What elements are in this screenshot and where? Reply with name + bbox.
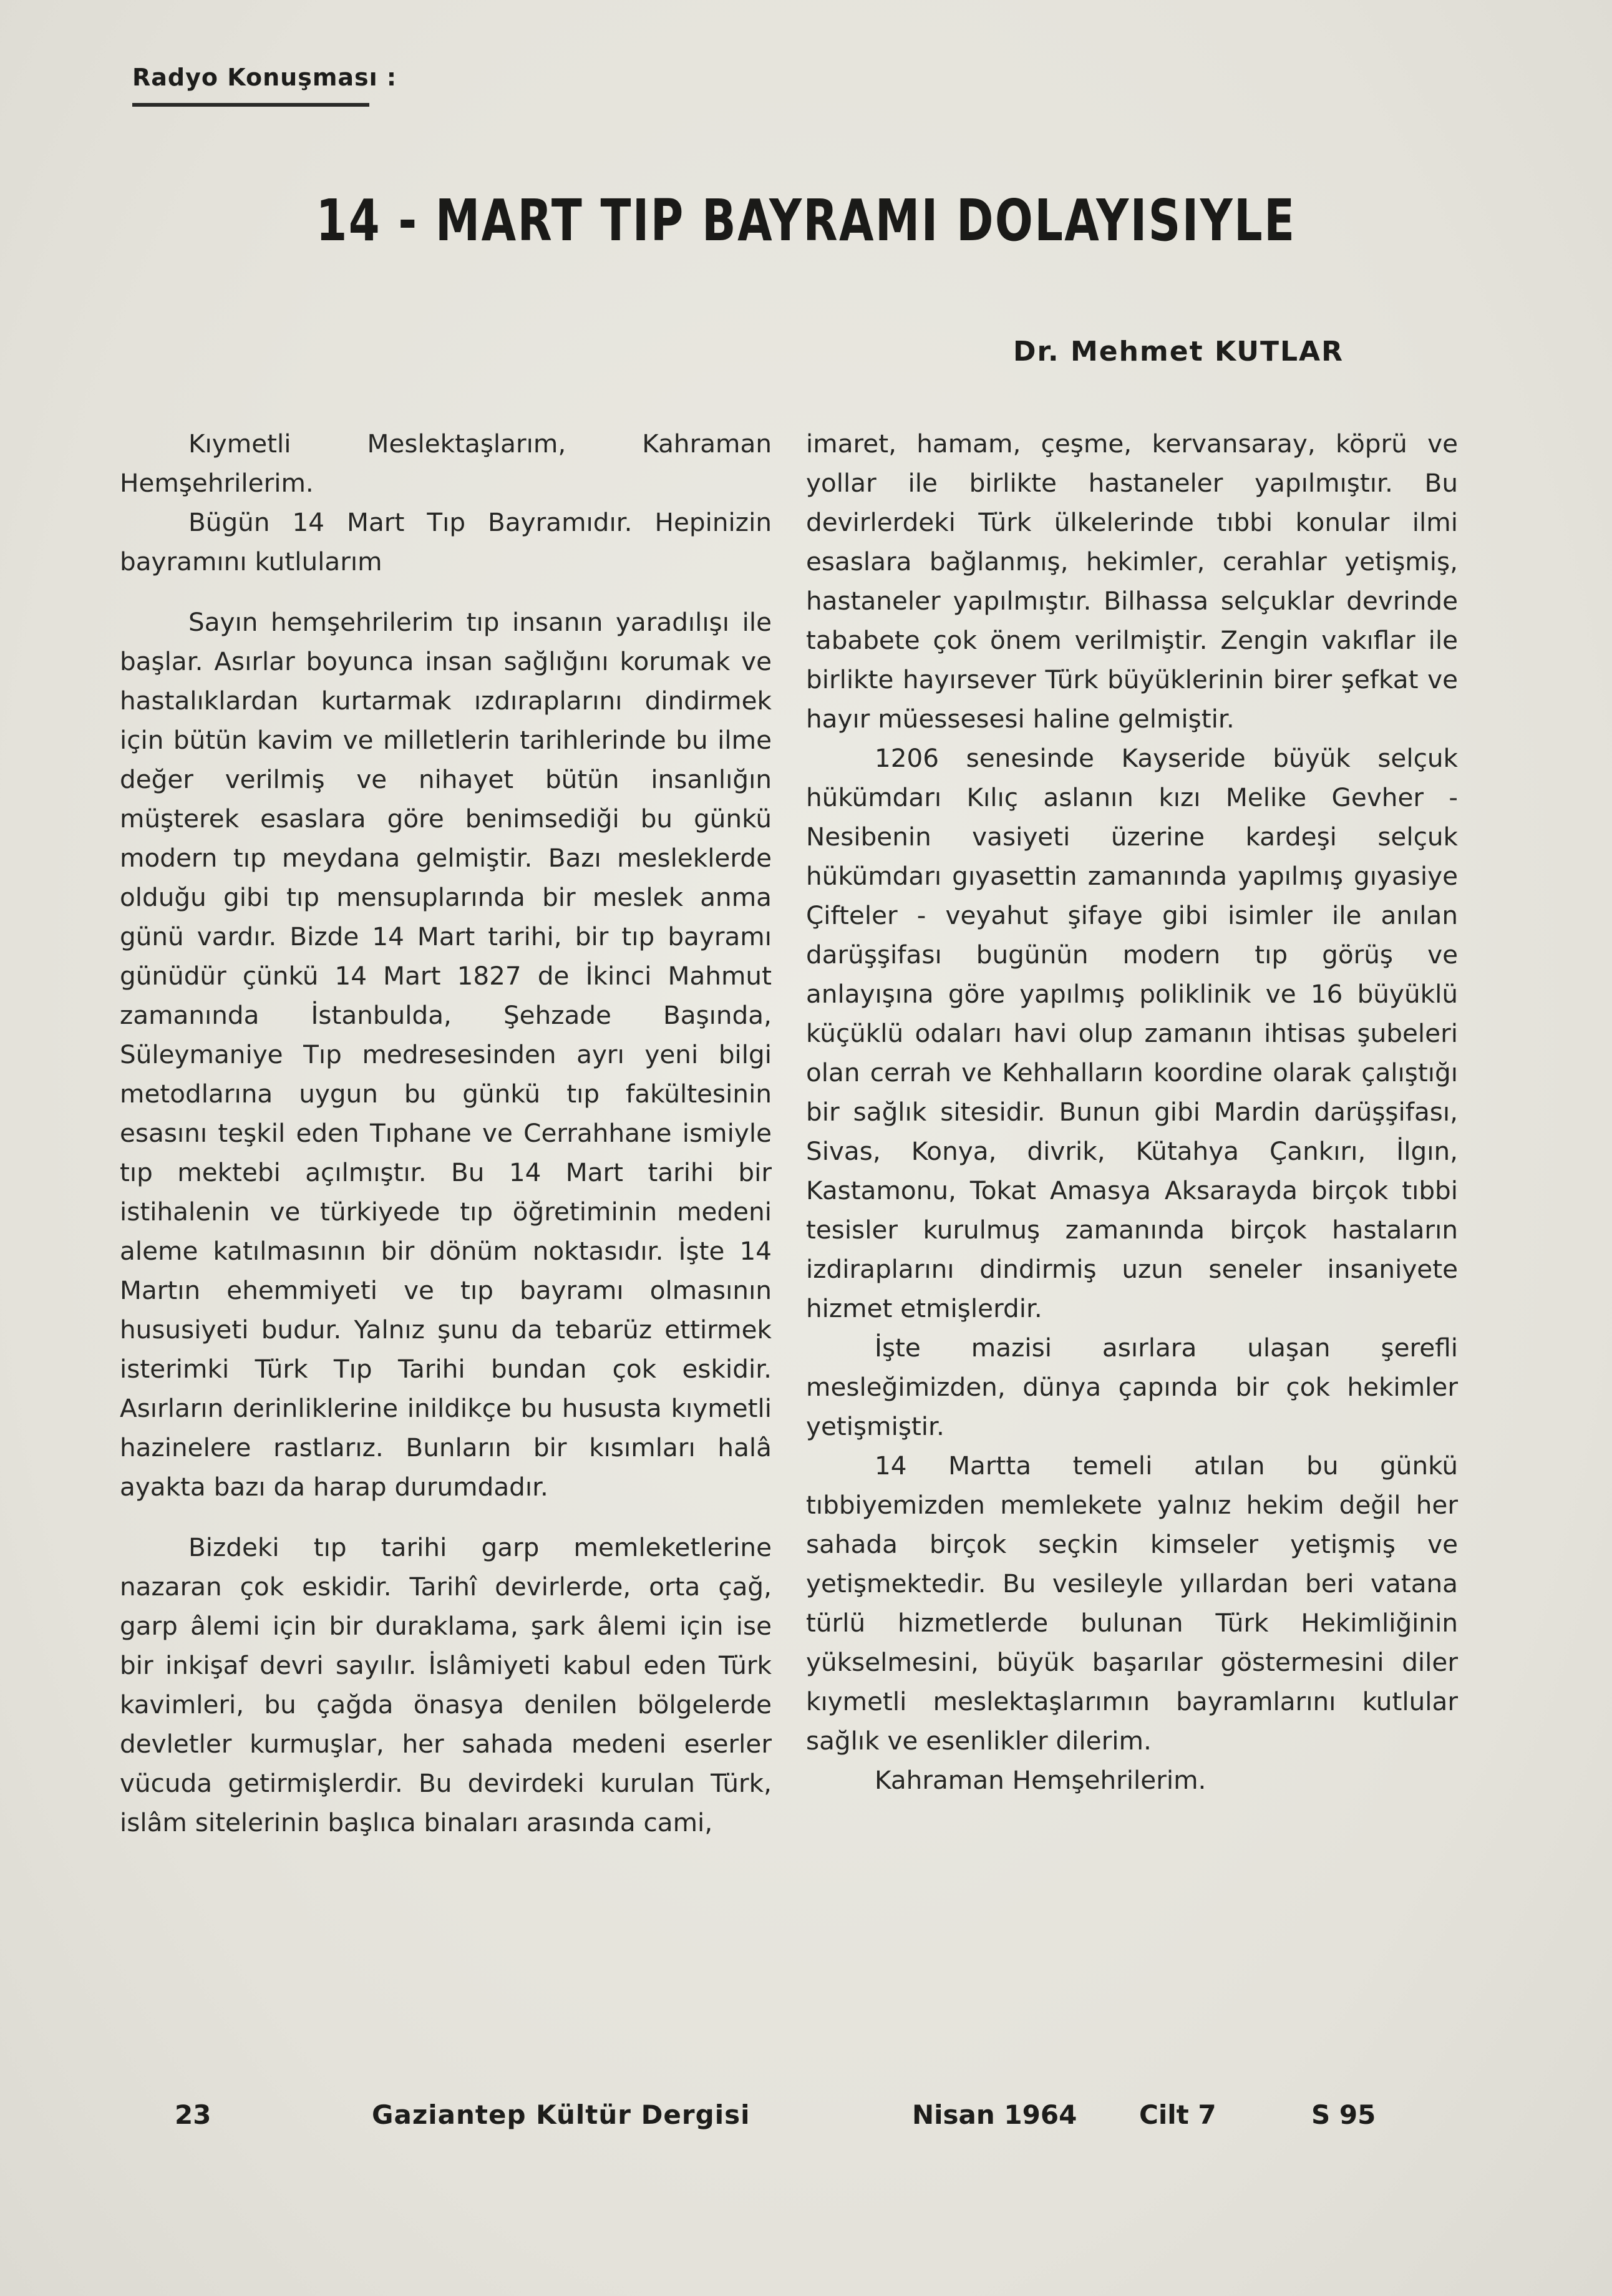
section-label: Radyo Konuşması : [132, 64, 397, 91]
paragraph-seljuk-hospitals: imaret, hamam, çeşme, kervansaray, köprü ve yollar ile birlikte hastaneler yapılmıştır. Bu devirlerdeki Türk ülkelerinde tıbbi konular ilmi esaslara bağlanmış, hekimler, cerahlar yetişmiş, hastaneler yapılmıştır. Bilhassa selçuklar devrinde tababete çok önem verilmiştir. Zengin vakıflar ile birlikte hayırsever Türk büyüklerinin birer şefkat ve hayır müessesesi haline gelmiştir. [806, 429, 1458, 734]
footer-issue: S 95 [1311, 2099, 1376, 2130]
left-column [120, 424, 772, 1842]
footer-page-number: 23 [175, 2099, 211, 2130]
article-author: Dr. Mehmet KUTLAR [1012, 336, 1344, 367]
paragraph-profession: İşte mazisi asırlara ulaşan şerefli mesleğimizden, dünya çapında bir çok hekimler yetişmiştir. [806, 1333, 1458, 1441]
paragraph-ancient-medicine: Bizdeki tıp tarihi garp memleketlerine nazaran çok eskidir. Tarihî devirlerde, orta çağ, garp âlemi için bir duraklama, şark âlemi için ise bir inkişaf devri sayılır. İslâmiyeti kabul eden Türk kavimleri, bu çağda önasya denilen bölgelerde devletler kurmuşlar, her sahada medeni eserler vücuda getirmişlerdir. Bu devirdeki kurulan Türk, islâm sitelerinin başlıca binaları arasında cami, [120, 1532, 772, 1837]
article-title: 14 - MART TIP BAYRAMI DOLAYISIYLE [316, 187, 1296, 254]
paragraph-kayseri: 1206 senesinde Kayseride büyük selçuk hükümdarı Kılıç aslanın kızı Melike Gevher - Nesibenin vasiyeti üzerine kardeşi selçuk hükümdarı gıyasettin zamanında yapılmış gıyasiye Çifteler - veyahut şifaye gibi isimler ile anılan darüşşifası bugünün modern tıp görüş ve anlayışına göre yapılmış poliklinik ve 16 büyüklü küçüklü odaları havi olup zamanın ihtisas şubeleri olan cerrah ve Kehhalların koordine olarak çalıştığı bir sağlık sitesidir. Bunun gibi Mardin darüşşifası, Sivas, Konya, divrik, Kütahya Çankırı, İlgın, Kastamonu, Tokat Amasya Aksarayda birçok tıbbi tesisler kurulmuş zamanında birçok hastaların izdiraplarını dindirmiş uzun seneler insaniyete hizmet etmişlerdir. [806, 743, 1458, 1323]
footer-date: Nisan 1964 [912, 2099, 1077, 2130]
paragraph-greeting: Kıymetli Meslektaşlarım, Kahraman Hemşehrilerim. [120, 429, 772, 498]
footer-volume: Cilt 7 [1139, 2099, 1216, 2130]
paragraph-intro: Bügün 14 Mart Tıp Bayramıdır. Hepinizin bayramını kutlularım [120, 507, 772, 576]
section-label-underline [132, 103, 369, 107]
paragraph-history: Sayın hemşehrilerim tıp insanın yaradılışı ile başlar. Asırlar boyunca insan sağlığını korumak ve hastalıklardan kurtarmak ızdıraplarını dindirmek için bütün kavim ve milletlerin tarihlerinde bu ilme değer verilmiş ve nihayet bütün insanlığın müşterek esaslara göre benimsediği bu günkü modern tıp meydana gelmiştir. Bazı mesleklerde olduğu gibi tıp mensuplarında bir meslek anma günü vardır. Bizde 14 Mart tarihi, bir tıp bayramı günüdür çünkü 14 Mart 1827 de İkinci Mahmut zamanında İstanbulda, Şehzade Başında, Süleymaniye Tıp medresesinden ayrı yeni bilgi metodlarına uygun bu günkü tıp fakültesinin esasını teşkil eden Tıphane ve Cerrahhane ismiyle tıp mektebi açılmıştır. Bu 14 Mart tarihi bir istihalenin ve türkiyede tıp öğretiminin medeni aleme katılmasının bir dönüm noktasıdır. İşte 14 Martın ehemmiyeti ve tıp bayramı olmasının hususiyeti budur. Yalnız şunu da tebarüz ettirmek isterimki Türk Tıp Tarihi bundan çok eskidir. Asırların derinliklerine inildikçe bu hususta kıymetli hazinelere rastlarız. Bunların bir kısımları halâ ayakta bazı da harap durumdadır. [120, 607, 772, 1502]
right-column [806, 424, 1458, 1800]
page-footer [0, 2099, 1612, 2137]
paragraph-closing: 14 Martta temeli atılan bu günkü tıbbiyemizden memlekete yalnız hekim değil her sahada birçok seçkin kimseler yetişmiş ve yetişmektedir. Bu vesileyle yıllardan beri vatana türlü hizmetlerde bulunan Türk Hekimliğinin yükselmesini, büyük başarılar göstermesini diler kıymetli meslektaşlarımın bayramlarını kutlular sağlık ve esenlikler dilerim. [806, 1451, 1458, 1756]
paragraph-signoff: Kahraman Hemşehrilerim. [875, 1765, 1207, 1795]
footer-journal-name: Gaziantep Kültür Dergisi [372, 2099, 750, 2130]
